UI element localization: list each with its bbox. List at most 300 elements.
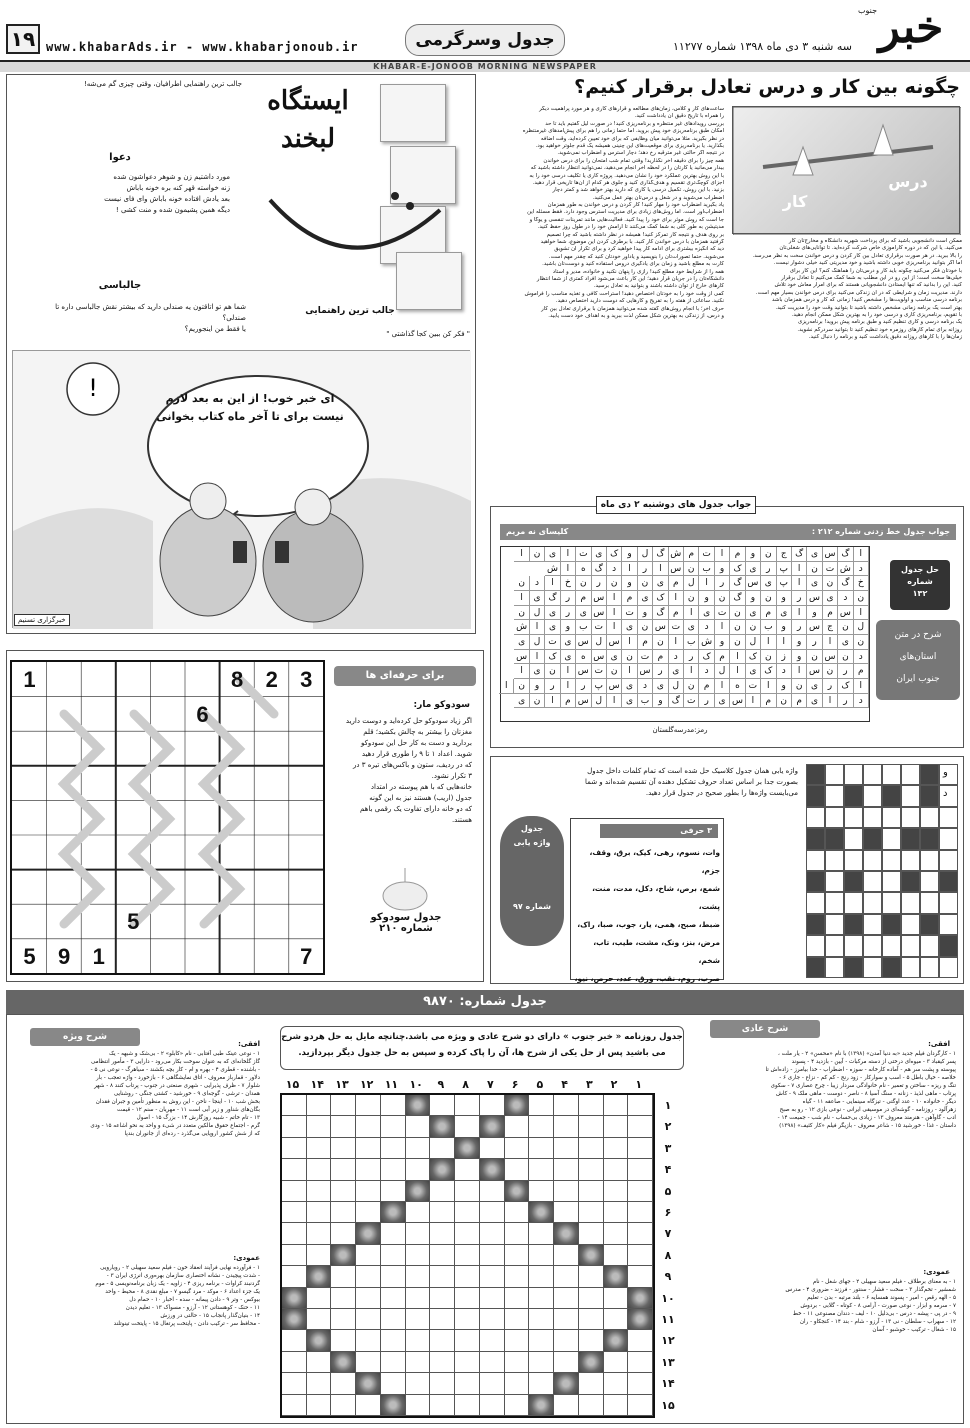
crossword-cell[interactable] [604,1309,629,1330]
crossword-cell[interactable] [628,1330,653,1351]
crossword-cell[interactable] [331,1181,356,1202]
crossword-cell[interactable] [554,1330,579,1351]
crossword-cell[interactable] [430,1181,455,1202]
answer-cell: ا [854,606,869,621]
crossword-cell[interactable] [579,1309,604,1330]
crossword-cell[interactable] [628,1352,653,1373]
sudoku-grid[interactable] [10,660,325,975]
answer-cell: م [715,650,730,665]
crossword-cell[interactable] [356,1159,381,1180]
sudoku-given-digit: 2 [265,667,278,692]
crossword-cell[interactable] [604,1181,629,1202]
crossword-cell[interactable] [282,1266,307,1287]
crossword-cell[interactable] [505,1223,530,1244]
tour-badge-line1: شرح در متن [894,630,942,640]
crossword-cell[interactable] [604,1202,629,1223]
crossword-cell[interactable] [430,1266,455,1287]
crossword-cell[interactable] [455,1116,480,1137]
answer-cell: ک [545,650,560,665]
crossword-cell[interactable] [356,1116,381,1137]
crossword-cell[interactable] [356,1138,381,1159]
crossword-cell[interactable] [430,1223,455,1244]
crossword-cell[interactable] [579,1373,604,1394]
crossword-cell[interactable] [455,1095,480,1116]
answer-cell: ن [854,591,869,606]
crossword-cell[interactable] [604,1223,629,1244]
crossword-cell[interactable] [505,1159,530,1180]
crossword-cell[interactable] [406,1352,431,1373]
crossword-cell[interactable] [579,1159,604,1180]
word-grid-cell [863,807,882,828]
answer-cell: م [854,664,869,679]
crossword-cell[interactable] [554,1288,579,1309]
crossword-cell[interactable] [331,1095,356,1116]
article-line: گرفتید همزمان با درس خواندن کار کنید. با برطرف کردن این موضوع، شما خواهید [540,239,724,246]
crossword-cell[interactable] [282,1245,307,1266]
answer-cell: ا [699,576,714,591]
crossword-cell[interactable] [604,1095,629,1116]
crossword-cell[interactable] [356,1266,381,1287]
crossword-cell[interactable] [406,1159,431,1180]
crossword-cell[interactable] [430,1288,455,1309]
joke-line: صندلی؟ [222,314,246,322]
crossword-cell[interactable] [505,1138,530,1159]
crossword-cell[interactable] [480,1202,505,1223]
crossword-cell[interactable] [331,1395,356,1416]
crossword-cell[interactable] [406,1395,431,1416]
word-grid-block [806,914,825,935]
crossword-cell[interactable] [282,1159,307,1180]
crossword-cell[interactable] [406,1266,431,1287]
word-puzzle-badge [500,816,564,946]
clue-line: یک جزء اعداد ۶ - موکد - مرد گیسو ۷ - مبلغ نقدی ۸ - محیط - واحد [105,1289,260,1295]
crossword-cell[interactable] [529,1116,554,1137]
clue-line: بگان‌های شناور و زیر آبی است ۱۱ - مهریان - سنم ۱۲ - قیمت [117,1107,260,1113]
special-down-label: عمودی: [233,1254,260,1262]
answer-cell: ا [792,664,807,679]
crossword-cell[interactable] [381,1309,406,1330]
answer-cell: ی [622,679,637,694]
answer-cell: ن [684,591,699,606]
crossword-cell[interactable] [381,1223,406,1244]
sudoku-label-number: شماره ۲۱۰ [379,923,433,934]
crossword-cell[interactable] [307,1288,332,1309]
crossword-cell[interactable] [604,1395,629,1416]
article-line: می‌شوید. حتما تصورات‌تان را بنویسید و یادآور خودتان کنید که چقدر مهم است. [548,253,724,260]
clue-line: پرتاب - ماهی لذیذ - زنانه - سنگ آسیا ۸ - ناصر - دوست - ماهی ملک ۹ - کاش [776,1091,956,1097]
sudoku-given-digit: 5 [127,909,140,935]
crossword-cell[interactable] [529,1330,554,1351]
crossword-cell[interactable] [505,1116,530,1137]
word-grid-cell [806,850,825,871]
crossword-cell[interactable] [455,1309,480,1330]
crossword-cell[interactable] [529,1181,554,1202]
clue-line: ۱۱ - حنک - کوهستانی ۱۲ - آرزو - مسواک ۱۳ - تعلیم دیدن [125,1305,260,1311]
article-line: می‌کنید. یا این که در دوره کارآموزی خاص شرکت کرده‌اید. تا توانایی‌های شغلی‌تان [779,245,962,252]
answer-cell: ت [715,606,730,621]
crossword-cell[interactable] [579,1330,604,1351]
crossword-cell[interactable] [604,1352,629,1373]
crossword-cell[interactable] [604,1116,629,1137]
crossword-cell[interactable] [628,1373,653,1394]
article-line: کمی از وقت خود را به خودتان اختصاص دهید! استراحت کافی و تغذیه مناسب را فراموش [524,290,724,297]
answer-cell: ر [807,635,822,650]
crossword-cell[interactable] [282,1138,307,1159]
crossword-cell[interactable] [505,1288,530,1309]
crossword-cell[interactable] [307,1395,332,1416]
crossword-cell[interactable] [529,1245,554,1266]
crossword-cell[interactable] [331,1288,356,1309]
crossword-row-number: ۱۳ [661,1355,675,1369]
crossword-cell[interactable] [356,1288,381,1309]
newspaper-logo: خبر [878,2,944,53]
crossword-cell[interactable] [381,1116,406,1137]
crossword-cell[interactable] [628,1138,653,1159]
crossword-cell[interactable] [430,1373,455,1394]
answer-cell: و [622,547,637,562]
crossword-cell[interactable] [480,1223,505,1244]
word-grid-cell [825,850,844,871]
crossword-cell[interactable] [455,1352,480,1373]
crossword-black-cell [579,1245,604,1266]
crossword-cell[interactable] [356,1395,381,1416]
word-grid-cell [844,850,863,871]
website-urls[interactable]: www.khabarAds.ir - www.khabarjonoub.ir [46,40,359,54]
crossword-cell[interactable] [455,1266,480,1287]
crossword-cell[interactable] [529,1266,554,1287]
crossword-grid[interactable] [280,1093,655,1418]
crossword-cell[interactable] [307,1095,332,1116]
crossword-cell[interactable] [381,1245,406,1266]
page-number: ۱۹ [6,24,40,54]
crossword-cell[interactable] [430,1330,455,1351]
clue-line: شلوار ۷ - ظرف پذیرایی - شهری صنعتی در جنوب - پرتاب کنند ۸ - شهر [94,1083,260,1089]
crossword-cell[interactable] [282,1095,307,1116]
crossword-cell[interactable] [579,1223,604,1244]
crossword-cell[interactable] [480,1266,505,1287]
crossword-cell[interactable] [430,1245,455,1266]
crossword-cell[interactable] [505,1395,530,1416]
crossword-cell[interactable] [579,1395,604,1416]
crossword-cell[interactable] [282,1116,307,1137]
crossword-cell[interactable] [604,1159,629,1180]
crossword-cell[interactable] [430,1202,455,1223]
answer-cell: ن [715,591,730,606]
crossword-cell[interactable] [505,1330,530,1351]
crossword-cell[interactable] [554,1116,579,1137]
word-grid-cell [863,871,882,892]
crossword-cell[interactable] [604,1245,629,1266]
answer-cell: ز [777,650,792,665]
answer-cell: س [576,635,591,650]
clue-line: گرم - اجتماع حقوق مالکین متعدد در شیء و واحد به نحو اشاعه ۱۵ - ودی [90,1123,260,1129]
crossword-cell[interactable] [331,1138,356,1159]
crossword-cell[interactable] [331,1330,356,1351]
crossword-cell[interactable] [529,1288,554,1309]
answer-cell: ن [792,679,807,694]
crossword-cell[interactable] [480,1309,505,1330]
crossword-cell[interactable] [505,1266,530,1287]
crossword-cell[interactable] [628,1095,653,1116]
crossword-cell[interactable] [604,1288,629,1309]
crossword-cell[interactable] [430,1095,455,1116]
answer-cell: ر [699,694,714,709]
crossword-cell[interactable] [505,1202,530,1223]
crossword-cell[interactable] [381,1266,406,1287]
crossword-cell[interactable] [356,1202,381,1223]
crossword-cell[interactable] [356,1330,381,1351]
crossword-cell[interactable] [430,1352,455,1373]
crossword-cell[interactable] [356,1181,381,1202]
answer-cell: س [653,620,668,635]
clue-line: ۷ - سرمه و ابزار - نوعی صورت - آرامی ۸ - کوتاه - گلابی - بردوش [800,1303,956,1309]
crossword-cell[interactable] [455,1395,480,1416]
crossword-cell[interactable] [628,1395,653,1416]
crossword-cell[interactable] [554,1245,579,1266]
crossword-cell[interactable] [480,1352,505,1373]
crossword-cell[interactable] [381,1373,406,1394]
answer-cell: ه [576,650,591,665]
crossword-row-number: ۹ [664,1270,672,1284]
answer-cell: ش [669,547,684,562]
crossword-cell[interactable] [628,1223,653,1244]
crossword-cell[interactable] [628,1202,653,1223]
crossword-cell[interactable] [529,1309,554,1330]
crossword-cell[interactable] [381,1330,406,1351]
clue-line: خلاصه - خیال باطل ۵ - اسب و سوارکار - زود رنج - کم کم - نزاع - جاری ۶ - [779,1075,956,1081]
article-line: دید که انگیزه بیشتری برای ادامه کار پیدا خواهید کرد و برای تکرار آن تشویق [554,246,724,253]
crossword-cell[interactable] [406,1288,431,1309]
crossword-column-number: ۷ [487,1078,494,1091]
answer-cell: و [777,620,792,635]
crossword-cell[interactable] [282,1352,307,1373]
answers-header [500,524,956,540]
clue-line: - باشنده - قطری ۴ - بهره و ام - کار بچه بکشند - سیاهرگ - نوعی نی ۵ - [90,1067,260,1073]
answer-cell: ا [622,664,637,679]
crossword-cell[interactable] [628,1266,653,1287]
crossword-cell[interactable] [455,1223,480,1244]
crossword-cell[interactable] [406,1202,431,1223]
word-grid-cell [844,828,863,849]
crossword-cell[interactable] [554,1159,579,1180]
crossword-cell[interactable] [455,1202,480,1223]
crossword-cell[interactable] [505,1245,530,1266]
word-grid-cell [901,957,920,978]
answer-cell: و [715,562,730,577]
answer-cell: م [730,547,745,562]
crossword-cell[interactable] [628,1245,653,1266]
sudoku-given-digit: 3 [300,667,313,692]
crossword-cell[interactable] [480,1373,505,1394]
crossword-cell[interactable] [628,1159,653,1180]
answer-cell: س [607,635,622,650]
crossword-cell[interactable] [480,1330,505,1351]
crossword-cell[interactable] [430,1309,455,1330]
answer-cell: گ [669,694,684,709]
crossword-cell[interactable] [604,1138,629,1159]
answer-cell: ل [530,635,545,650]
answer-cell: ا [730,650,745,665]
crossword-black-cell [356,1373,381,1394]
clue-line: ۱ - کارگردان فیلم جدید «به دنیا آمدن» (۱۳۹۸) با نام «محسن» ۲ - یار ملت ، [778,1051,956,1057]
crossword-cell[interactable] [381,1288,406,1309]
crossword-cell[interactable] [579,1288,604,1309]
crossword-cell[interactable] [307,1138,332,1159]
crossword-cell[interactable] [307,1223,332,1244]
crossword-cell[interactable] [554,1095,579,1116]
crossword-cell[interactable] [307,1309,332,1330]
crossword-cell[interactable] [455,1181,480,1202]
crossword-cell[interactable] [480,1181,505,1202]
crossword-cell[interactable] [529,1159,554,1180]
crossword-cell[interactable] [455,1159,480,1180]
answer-cell: ن [653,635,668,650]
crossword-cell[interactable] [554,1181,579,1202]
crossword-cell[interactable] [505,1309,530,1330]
english-band: KHABAR-E-JONOOB MORNING NEWSPAPER [0,62,970,72]
crossword-cell[interactable] [579,1116,604,1137]
article-line: یک برنامه درسی و کاری تنظیم کنید و طبق برنامه پیش بروید! برنامه‌ریزی [797,319,962,326]
answer-cell: ن [684,562,699,577]
crossword-cell[interactable] [331,1373,356,1394]
crossword-cell[interactable] [331,1202,356,1223]
crossword-cell[interactable] [480,1138,505,1159]
crossword-cell[interactable] [554,1352,579,1373]
crossword-cell[interactable] [455,1330,480,1351]
crossword-cell[interactable] [628,1181,653,1202]
crossword-cell[interactable] [430,1395,455,1416]
crossword-cell[interactable] [406,1138,431,1159]
article-line: زمان‌ها را با کارهای روزانه دقیق یادداشت کنید و برنامه را دنبال کنید. [808,334,962,341]
crossword-cell[interactable] [307,1373,332,1394]
crossword-cell[interactable] [356,1352,381,1373]
crossword-cell[interactable] [480,1245,505,1266]
crossword-cell[interactable] [554,1395,579,1416]
word-grid-letter: و [943,767,948,778]
sudoku-band: برای حرفه‌ای ها [334,666,476,686]
crossword-cell[interactable] [529,1223,554,1244]
word-grid-block [901,828,920,849]
crossword-cell[interactable] [604,1373,629,1394]
crossword-cell[interactable] [579,1266,604,1287]
answer-cell: ش [699,635,714,650]
crossword-cell[interactable] [381,1181,406,1202]
crossword-cell[interactable] [282,1223,307,1244]
crossword-cell[interactable] [331,1309,356,1330]
crossword-cell[interactable] [356,1245,381,1266]
crossword-cell[interactable] [307,1181,332,1202]
crossword-row-number: ۱ [664,1099,672,1112]
crossword-cell[interactable] [455,1373,480,1394]
sudoku-gridlines [12,662,323,973]
crossword-cell[interactable] [307,1245,332,1266]
crossword-cell[interactable] [406,1373,431,1394]
crossword-cell[interactable] [406,1116,431,1137]
answer-cell: د [854,694,869,709]
crossword-cell[interactable] [529,1095,554,1116]
crossword-cell[interactable] [554,1138,579,1159]
crossword-cell[interactable] [505,1352,530,1373]
crossword-cell[interactable] [356,1309,381,1330]
crossword-cell[interactable] [307,1352,332,1373]
crossword-cell[interactable] [406,1223,431,1244]
crossword-cell[interactable] [529,1352,554,1373]
crossword-cell[interactable] [406,1309,431,1330]
word-puzzle-grid[interactable] [806,764,958,978]
crossword-cell[interactable] [480,1095,505,1116]
word-grid-cell [844,935,863,956]
crossword-cell[interactable] [455,1245,480,1266]
answer-cell: ا [561,562,576,577]
sudoku-given-digit: 5 [23,943,36,969]
crossword-cell[interactable] [282,1181,307,1202]
crossword-cell[interactable] [381,1352,406,1373]
crossword-cell[interactable] [554,1202,579,1223]
clue-line: ۱۴ - بنیان‌گذار پانجاب ۱۵ - حالتی در ورزش [160,1313,260,1319]
crossword-cell[interactable] [282,1202,307,1223]
crossword-cell[interactable] [628,1116,653,1137]
crossword-cell[interactable] [480,1288,505,1309]
howto-line: بردارید و دست به کار حل این سودوکو [360,739,472,747]
crossword-cell[interactable] [356,1095,381,1116]
word-grid-cell [806,892,825,913]
crossword-cell[interactable] [554,1309,579,1330]
crossword-cell[interactable] [579,1181,604,1202]
crossword-cell[interactable] [381,1138,406,1159]
howto-line: هستند. [451,816,472,824]
crossword-cell[interactable] [331,1116,356,1137]
crossword-cell[interactable] [579,1138,604,1159]
crossword-cell[interactable] [430,1138,455,1159]
answer-cell: ن [730,635,745,650]
crossword-cell[interactable] [307,1116,332,1137]
crossword-cell[interactable] [579,1202,604,1223]
crossword-cell[interactable] [480,1395,505,1416]
answer-cell: ه [576,562,591,577]
answer-cell: ل [530,606,545,621]
crossword-cell[interactable] [307,1159,332,1180]
answer-cell: ا [530,650,545,665]
crossword-cell[interactable] [282,1395,307,1416]
crossword-cell[interactable] [406,1245,431,1266]
crossword-cell[interactable] [331,1223,356,1244]
crossword-black-cell [430,1159,455,1180]
crossword-cell[interactable] [529,1138,554,1159]
word-grid-cell [920,935,939,956]
answer-cell: ن [807,650,822,665]
clue-line: تنگ و ریزه - ساختن و تعمیر - نام خانوادگی سردار زیبا - چرخ عصاری ۷ - سکوی [770,1083,956,1089]
answer-cell: ی [545,606,560,621]
crossword-cell[interactable] [331,1159,356,1180]
crossword-cell[interactable] [307,1202,332,1223]
crossword-cell[interactable] [505,1373,530,1394]
crossword-cell[interactable] [381,1159,406,1180]
crossword-column-number: ۱۱ [384,1078,399,1091]
crossword-cell[interactable] [554,1266,579,1287]
crossword-cell[interactable] [381,1095,406,1116]
crossword-cell[interactable] [331,1266,356,1287]
word-grid-cell [901,785,920,806]
crossword-cell[interactable] [282,1373,307,1394]
crossword-cell[interactable] [529,1373,554,1394]
answer-cell: ا [792,606,807,621]
crossword-cell[interactable] [406,1330,431,1351]
crossword-cell[interactable] [579,1095,604,1116]
crossword-cell[interactable] [455,1288,480,1309]
crossword-cell[interactable] [282,1330,307,1351]
answer-cell: ه [730,679,745,694]
answer-cell: د [777,664,792,679]
